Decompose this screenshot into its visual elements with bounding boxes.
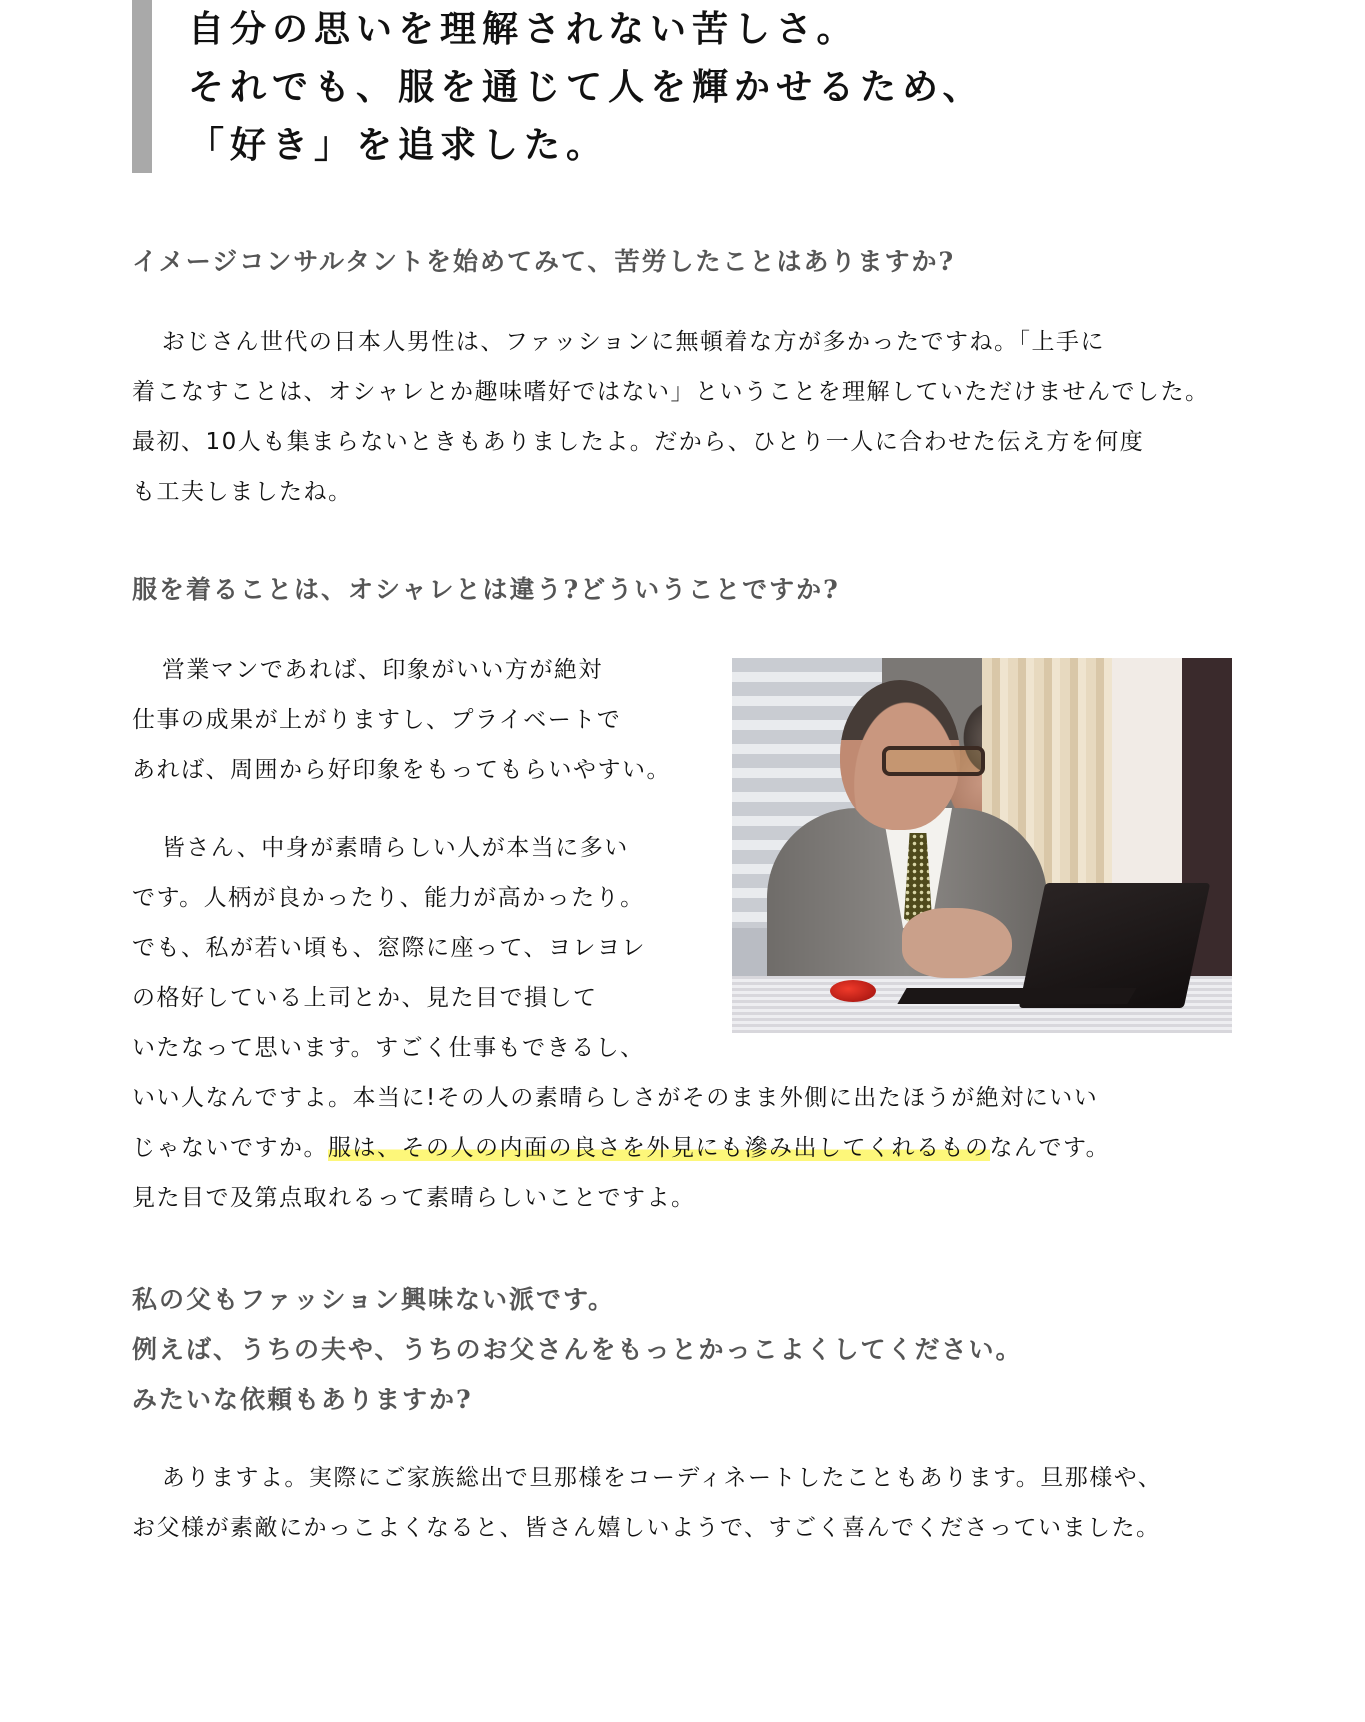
lead-accent-bar (132, 0, 152, 173)
lead-line: それでも、服を通じて人を輝かせるため、 (188, 66, 985, 108)
interview-answer (132, 1453, 1232, 1553)
answer-line: ありますよ。実際にご家族総出で旦那様をコーディネートしたこともあります。旦那様や、 (161, 1465, 1163, 1491)
interview-question (132, 1275, 1023, 1425)
interview-answer (132, 645, 684, 795)
question-line: 例えば、うちの夫や、うちのお父さんをもっとかっこよくしてください。 (132, 1335, 1023, 1364)
highlighted-text: 服は、その人の内面の良さを外見にも滲み出してくれるもの (328, 1135, 990, 1161)
answer-line: 皆さん、中身が素晴らしい人が本当に多い (161, 835, 629, 861)
answer-text: なんです。 (989, 1135, 1111, 1161)
answer-line: も工夫しましたね。 (132, 479, 353, 505)
answer-line: 着こなすことは、オシャレとか趣味嗜好ではない」ということを理解していただけませんでした。 (132, 379, 1210, 405)
answer-line: いい人なんですよ。本当に!その人の素晴らしさがそのまま外側に出たほうが絶対にいい (132, 1085, 1099, 1111)
interview-answer (132, 823, 1232, 1223)
answer-line: お父様が素敵にかっこよくなると、皆さん嬉しいようで、すごく喜んでくださっていました。 (132, 1515, 1161, 1541)
answer-line: おじさん世代の日本人男性は、ファッションに無頓着な方が多かったですね。「上手に (161, 329, 1105, 355)
interview-answer (132, 317, 1232, 517)
question-line: みたいな依頼もありますか? (132, 1385, 473, 1414)
question-line: 服を着ることは、オシャレとは違う?どういうことですか? (132, 575, 840, 604)
interview-question (132, 565, 840, 615)
lead-line: 自分の思いを理解されない苦しさ。 (188, 8, 859, 50)
answer-line: 仕事の成果が上がりますし、プライベートで (132, 707, 622, 733)
answer-text: じゃないですか。 (132, 1135, 328, 1161)
photo-glasses (882, 746, 985, 776)
answer-line: あれば、周囲から好印象をもってもらいやすい。 (132, 757, 671, 783)
answer-line: でも、私が若い頃も、窓際に座って、ヨレヨレ (132, 935, 647, 961)
answer-line: です。人柄が良かったり、能力が高かったり。 (132, 885, 645, 911)
answer-line: 最初、10人も集まらないときもありましたよ。だから、ひとり一人に合わせた伝え方を何度 (132, 429, 1145, 455)
answer-line (132, 1123, 1232, 1173)
answer-line: 見た目で及第点取れるって素晴らしいことですよ。 (132, 1185, 696, 1211)
lead-line: 「好き」を追求した。 (188, 124, 609, 166)
lead-heading (132, 0, 1232, 173)
interview-question (132, 237, 955, 287)
question-line: 私の父もファッション興味ない派です。 (132, 1285, 616, 1314)
answer-line: いたなって思います。すごく仕事もできるし、 (132, 1035, 645, 1061)
article-body (132, 0, 1232, 1541)
answer-line: 営業マンであれば、印象がいい方が絶対 (161, 657, 603, 683)
answer-line: の格好している上司とか、見た目で損して (132, 985, 598, 1011)
question-line: イメージコンサルタントを始めてみて、苦労したことはありますか? (132, 247, 956, 276)
